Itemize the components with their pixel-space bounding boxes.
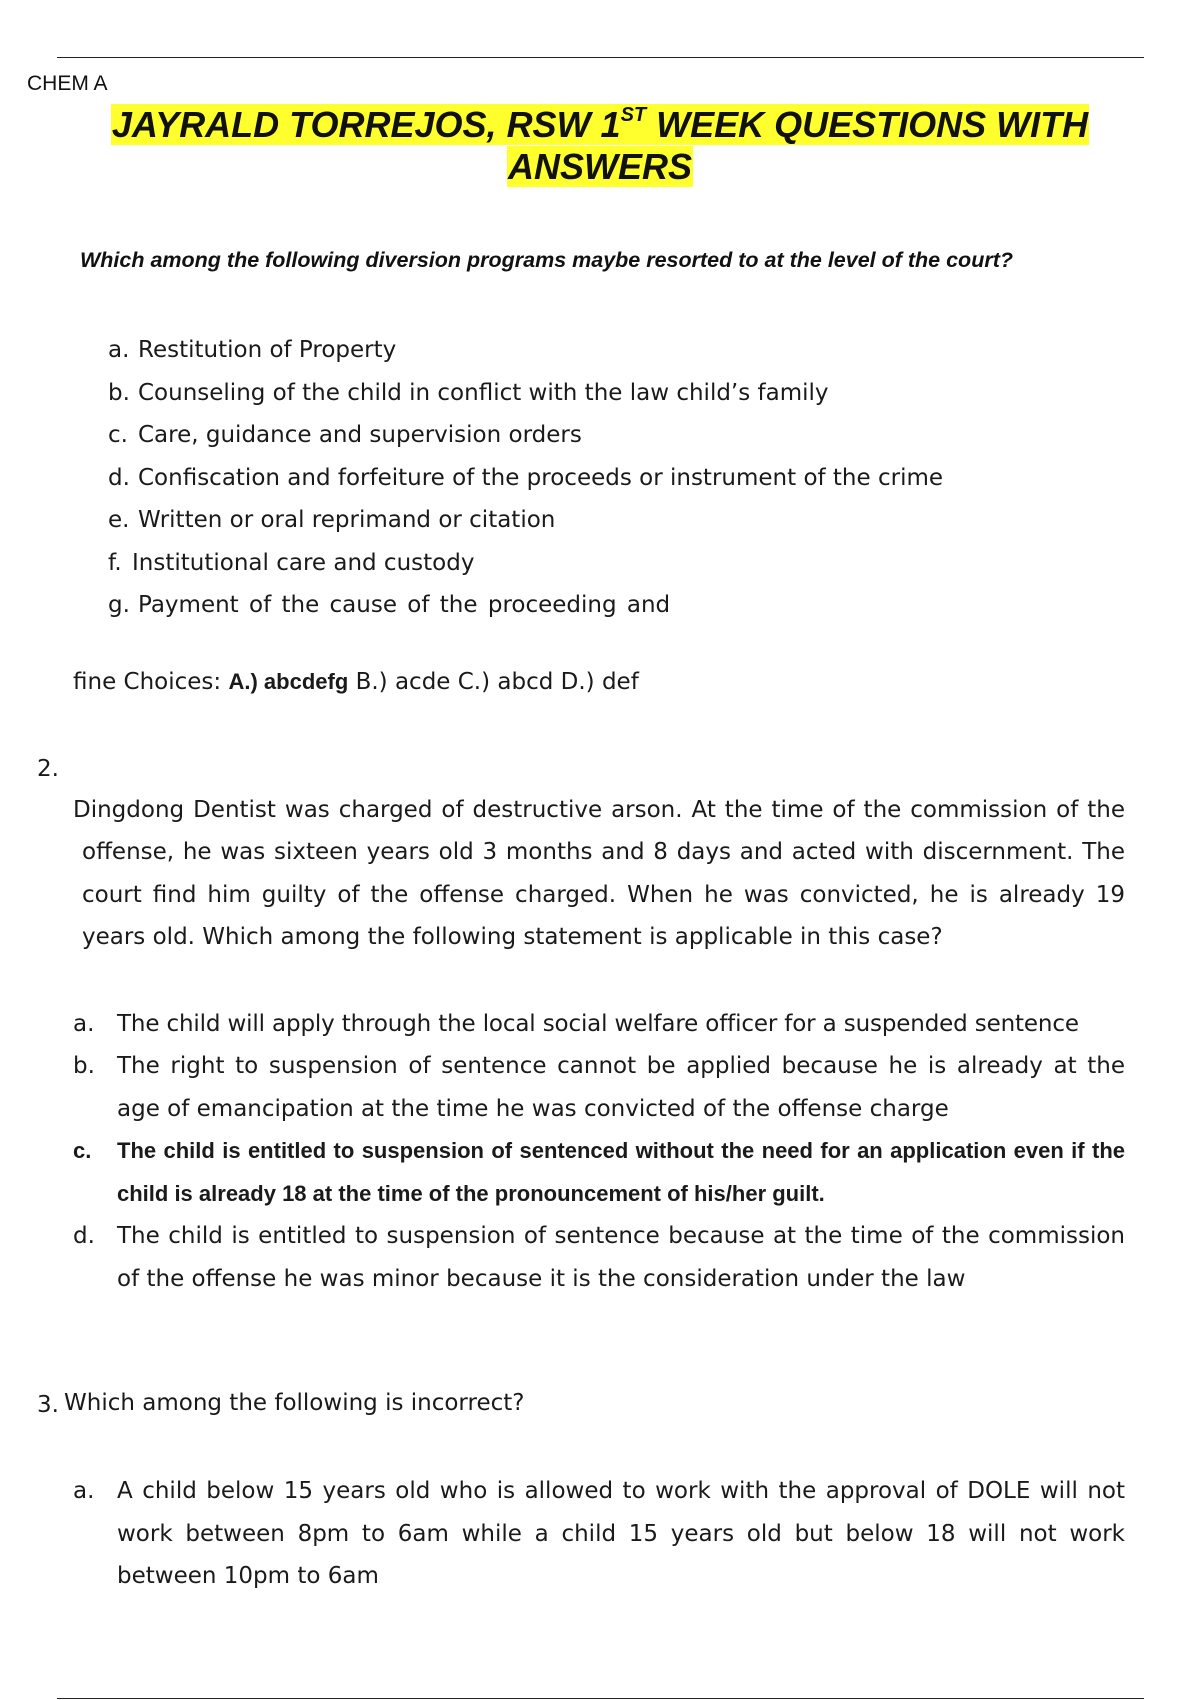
document-title (80, 104, 1120, 188)
option-letter: e. (108, 507, 130, 533)
choices-prefix: fine Choices: (73, 669, 229, 695)
option-text: Confiscation and forfeiture of the proceeds or instrument of the crime (138, 464, 944, 491)
option-item (108, 584, 943, 627)
option-text: Written or oral reprimand or citation (138, 507, 556, 533)
option-letter: c. (73, 1138, 92, 1163)
bottom-rule (57, 1698, 1144, 1699)
header-label: CHEM A (27, 72, 108, 95)
title-superscript: ST (620, 104, 647, 126)
q2-option-a (73, 1003, 1125, 1046)
q2-option-c (73, 1130, 1125, 1215)
option-text: A child below 15 years old who is allowed to work with the approval of DOLE will not work between 8pm to 6am while a child 15 years old but below 18 will not work between 10pm to 6am (117, 1478, 1125, 1589)
option-letter: d. (108, 464, 130, 491)
title-text-part: JAYRALD TORREJOS, RSW 1 (111, 104, 621, 145)
question-3-text: Which among the following is incorrect? (64, 1390, 525, 1416)
option-letter: g. (108, 592, 130, 618)
option-letter: a. (73, 1478, 95, 1504)
option-item (108, 372, 943, 415)
option-letter: b. (108, 379, 130, 406)
option-text: Payment of the cause of the proceeding and (138, 592, 671, 618)
option-item (108, 542, 943, 585)
question-2-text (73, 746, 1125, 959)
option-item (108, 329, 943, 372)
top-rule (57, 57, 1144, 58)
option-letter: b. (73, 1053, 95, 1079)
option-text: Counseling of the child in conflict with the law child’s family (138, 379, 829, 406)
q3-option-a (73, 1470, 1125, 1598)
option-text: Restitution of Property (138, 337, 397, 363)
option-text: Institutional care and custody (132, 549, 475, 576)
option-letter: c. (108, 422, 128, 448)
option-letter: d. (73, 1223, 95, 1249)
question-1-options (108, 329, 943, 627)
option-letter: a. (108, 337, 130, 363)
question-2-number: 2. (37, 756, 59, 782)
option-item (108, 414, 943, 457)
question-3-number: 3. (37, 1392, 59, 1418)
correct-answer: A.) abcdefg (228, 669, 349, 694)
option-letter: a. (73, 1011, 95, 1037)
q2-option-d (73, 1215, 1125, 1300)
question-1-text: Which among the following diversion programs maybe resorted to at the level of the court? (80, 248, 1013, 272)
option-item (108, 457, 943, 500)
q2-option-b (73, 1045, 1125, 1130)
option-text: The child is entitled to suspension of sentence because at the time of the commission of the offense he was minor because it is the consideration under the law (117, 1223, 1125, 1292)
option-item (108, 499, 943, 542)
option-text: The child is entitled to suspension of sentenced without the need for an application even if the child is already 18 at the time of the pronouncement of his/her guilt. (117, 1138, 1125, 1206)
option-text: Care, guidance and supervision orders (138, 422, 582, 448)
option-text: The child will apply through the local social welfare officer for a suspended sentence (117, 1011, 1079, 1037)
title-line-1 (111, 104, 1089, 145)
question-1-choices (73, 669, 639, 695)
title-text-part: WEEK QUESTIONS WITH (646, 104, 1089, 145)
option-text: The right to suspension of sentence cannot be applied because he is already at the age of emancipation at the time he was convicted of the offense charge (117, 1053, 1125, 1122)
title-line-2: ANSWERS (507, 146, 692, 187)
option-letter: f. (108, 549, 122, 576)
question-2-body: Dingdong Dentist was charged of destructive arson. At the time of the commission of the offense, he was sixteen years old 3 months and 8 days and acted with discernment. The court find him guilty of the offense charged. When he was convicted, he is already 19 years old. Which among the following statement is applicable in this case? (73, 796, 1125, 950)
other-choices: B.) acde C.) abcd D.) def (348, 669, 639, 695)
